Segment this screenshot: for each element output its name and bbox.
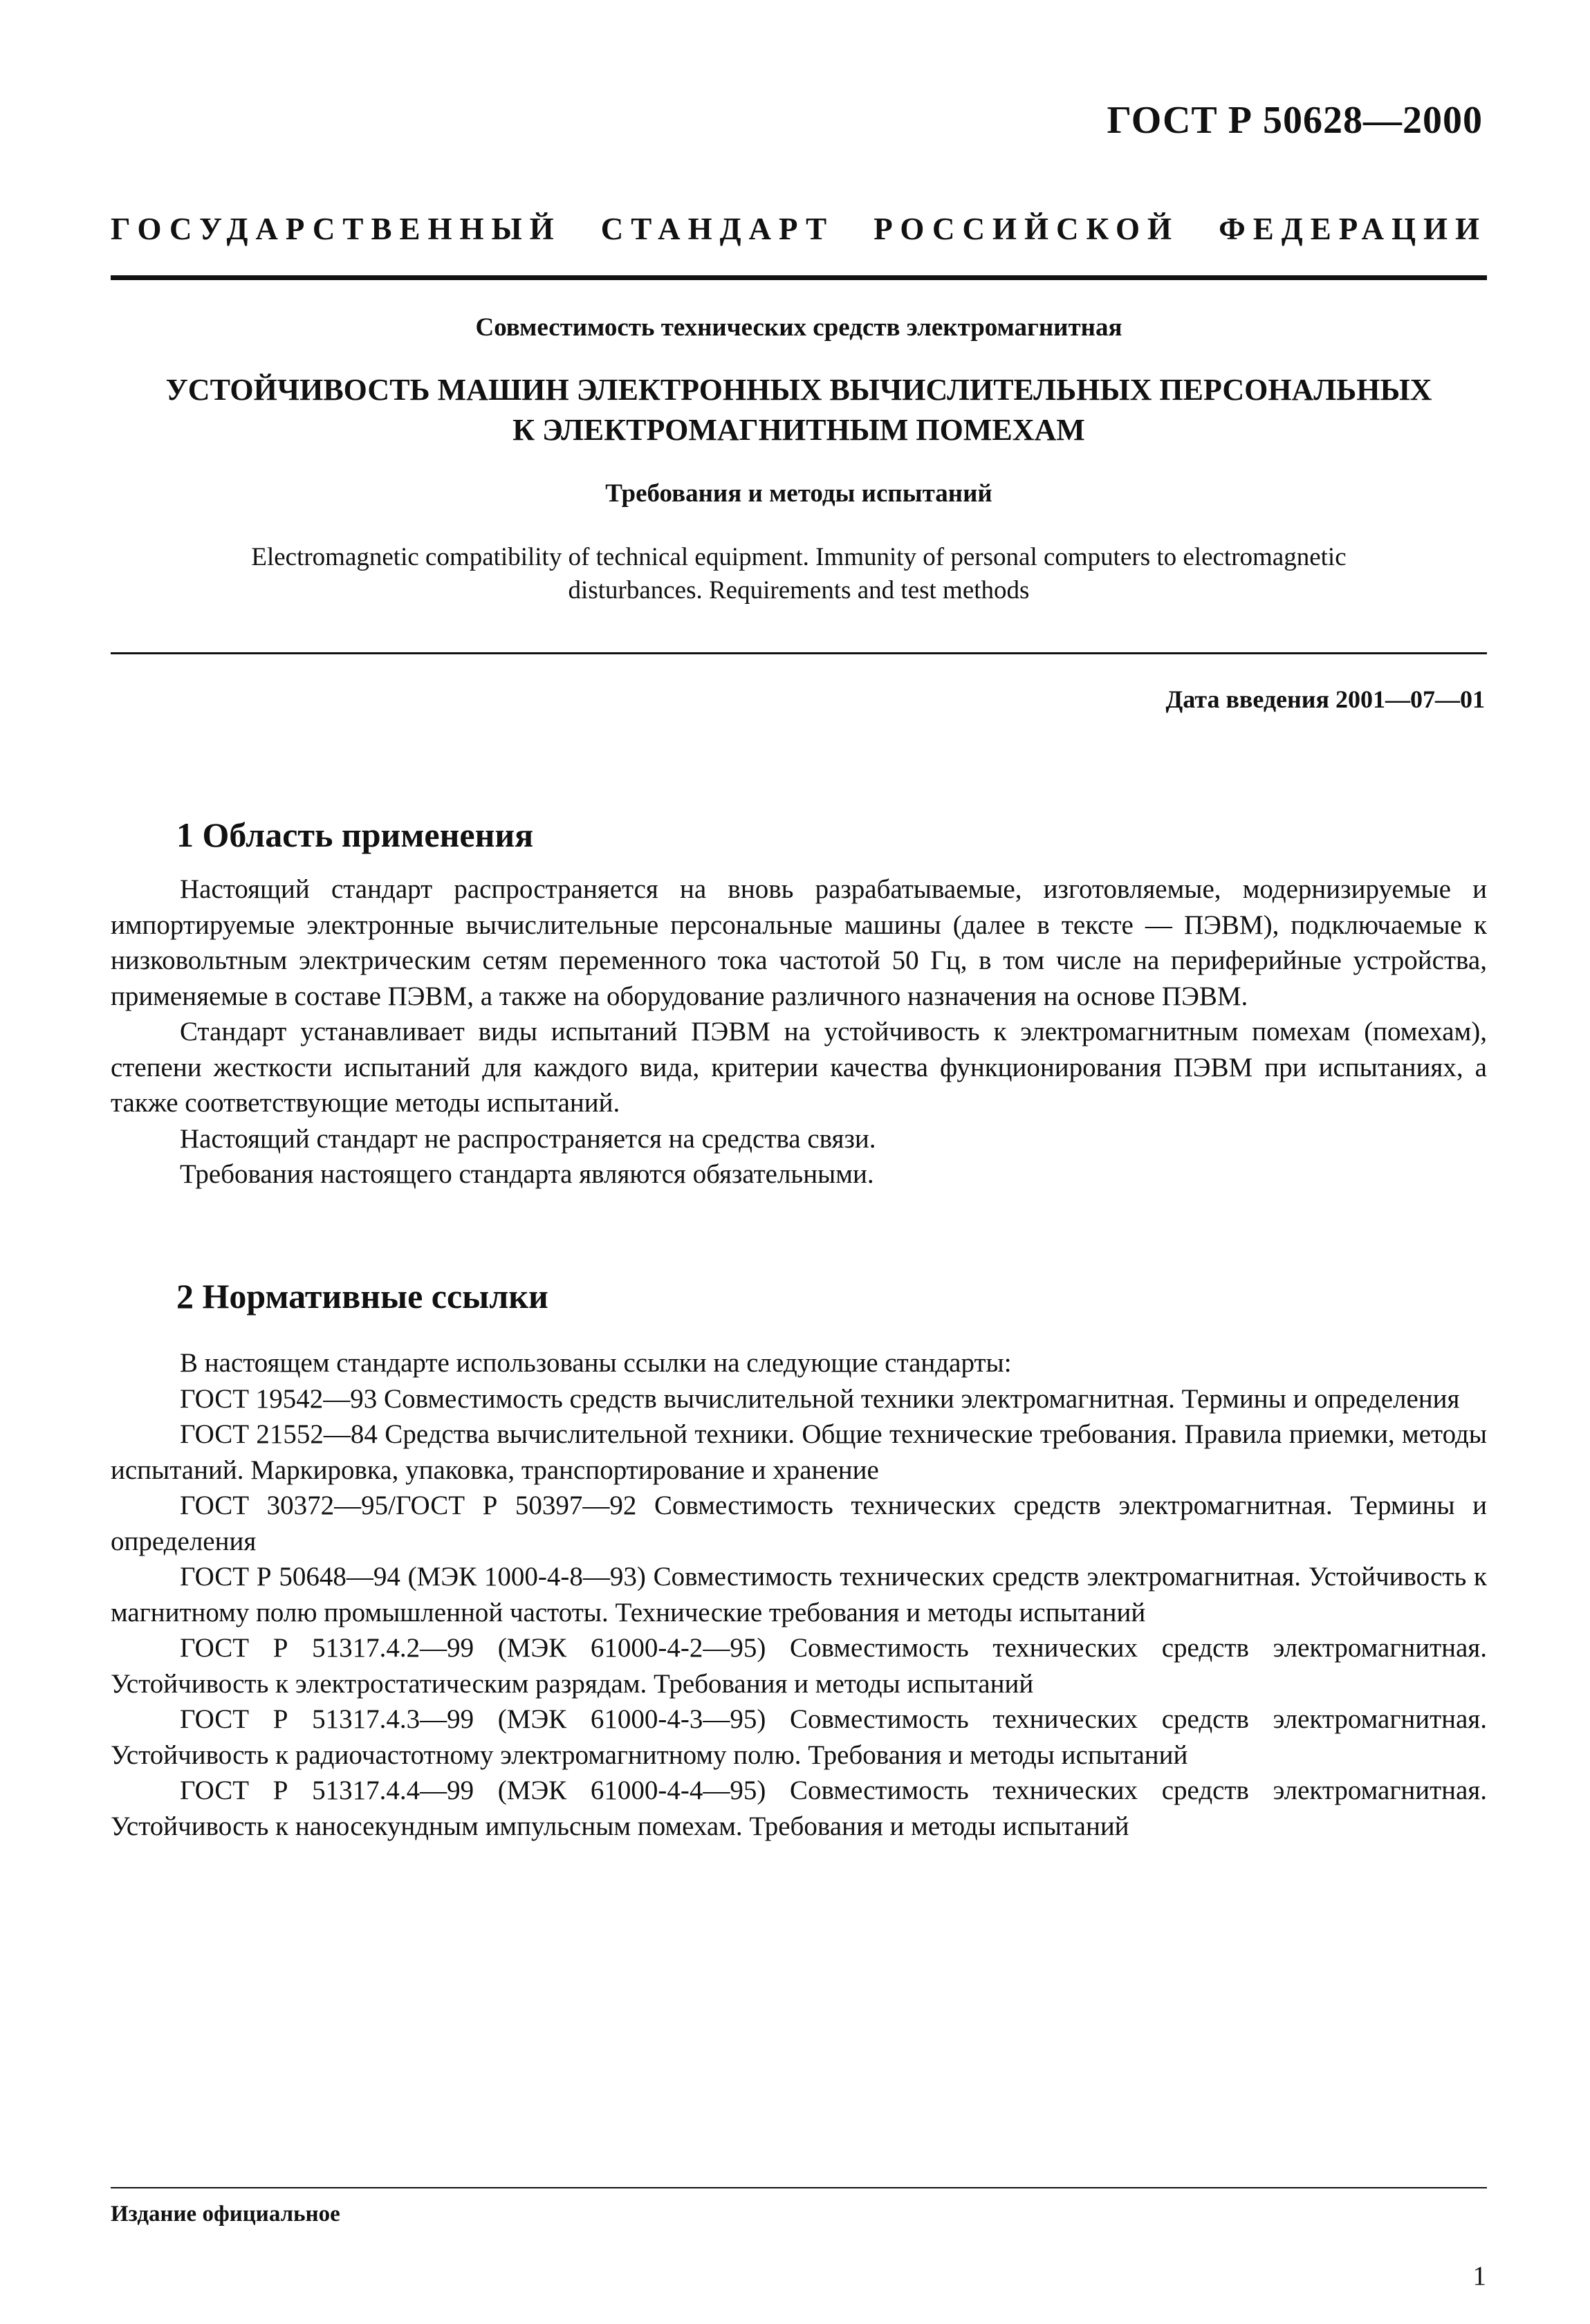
gost-code: ГОСТ Р 50628—2000: [1107, 99, 1483, 142]
paragraph: В настоящем стандарте использованы ссылки на следующие стандарты:: [180, 1348, 1012, 1378]
paragraph: Настоящий стандарт распространяется на вновь разрабатываемые, изготовляемые, модернизируемые и импортируемые электронные вычислительные персональные машины (далее в тексте — ПЭВМ), подключаемые к низковольтным электрическим сетям переменного тока частотой 50 Гц, в том числе на периферийные устройства, применяемые в составе ПЭВМ, а также на оборудование различного назначения на основе ПЭВМ.: [111, 874, 1487, 1011]
page-number: 1: [1472, 2261, 1486, 2291]
paragraph: Требования настоящего стандарта являются обязательными.: [180, 1159, 874, 1189]
reference-item: ГОСТ Р 50648—94 (МЭК 1000-4-8—93) Совместимость технических средств электромагнитная. Устойчивость к магнитному полю промышленной частоты. Технические требования и методы испытаний: [111, 1562, 1487, 1627]
english-title-line-1: Electromagnetic compatibility of technical equipment. Immunity of personal computers to electromagnetic: [251, 543, 1347, 571]
main-title-line-1: УСТОЙЧИВОСТЬ МАШИН ЭЛЕКТРОННЫХ ВЫЧИСЛИТЕЛЬНЫХ ПЕРСОНАЛЬНЫХ: [165, 373, 1432, 407]
title-block: [111, 310, 1487, 607]
reference-item: ГОСТ Р 51317.4.4—99 (МЭК 61000-4-4—95) Совместимость технических средств электромагнитная. Устойчивость к наносекундным импульсным помехам. Требования и методы испытаний: [111, 1776, 1487, 1841]
edition-label: Издание официальное: [111, 2202, 340, 2226]
section-2-body: [111, 1345, 1487, 1844]
state-standard-heading: ГОСУДАРСТВЕННЫЙ СТАНДАРТ РОССИЙСКОЙ ФЕДЕРАЦИИ: [111, 212, 1487, 246]
english-title-line-2: disturbances. Requirements and test methods: [568, 576, 1030, 605]
reference-item: ГОСТ 30372—95/ГОСТ Р 50397—92 Совместимость технических средств электромагнитная. Термины и определения: [111, 1491, 1487, 1556]
document-main-title: [111, 370, 1487, 450]
section-1-body: [111, 872, 1487, 1192]
section-1-heading: 1 Область применения: [176, 815, 534, 854]
title-rule: [111, 652, 1487, 654]
english-title: [111, 541, 1487, 607]
paragraph: Стандарт устанавливает виды испытаний ПЭВМ на устойчивость к электромагнитным помехам (помехам), степени жесткости испытаний для каждого вида, критерии качества функционирования ПЭВМ при испытаниях, а также соответствующие методы испытаний.: [111, 1017, 1487, 1118]
reference-item: ГОСТ 21552—84 Средства вычислительной техники. Общие технические требования. Правила приемки, методы испытаний. Маркировка, упаковка, транспортирование и хранение: [111, 1419, 1487, 1485]
reference-item: ГОСТ Р 51317.4.2—99 (МЭК 61000-4-2—95) Совместимость технических средств электромагнитная. Устойчивость к электростатическим разрядам. Требования и методы испытаний: [111, 1633, 1487, 1699]
document-subtitle: Совместимость технических средств электромагнитная: [475, 313, 1122, 342]
main-title-line-2: К ЭЛЕКТРОМАГНИТНЫМ ПОМЕХАМ: [512, 413, 1085, 447]
requirements-title: Требования и методы испытаний: [605, 479, 992, 508]
reference-item: ГОСТ 19542—93 Совместимость средств вычислительной техники электромагнитная. Термины и определения: [180, 1383, 1460, 1414]
section-2-heading: 2 Нормативные ссылки: [176, 1277, 548, 1316]
paragraph: Настоящий стандарт не распространяется на средства связи.: [180, 1123, 876, 1154]
footer-rule: [111, 2187, 1487, 2188]
header-rule: [111, 275, 1487, 280]
reference-item: ГОСТ Р 51317.4.3—99 (МЭК 61000-4-3—95) Совместимость технических средств электромагнитная. Устойчивость к радиочастотному электромагнитному полю. Требования и методы испытаний: [111, 1704, 1487, 1770]
introduction-date: Дата введения 2001—07—01: [1165, 685, 1485, 713]
